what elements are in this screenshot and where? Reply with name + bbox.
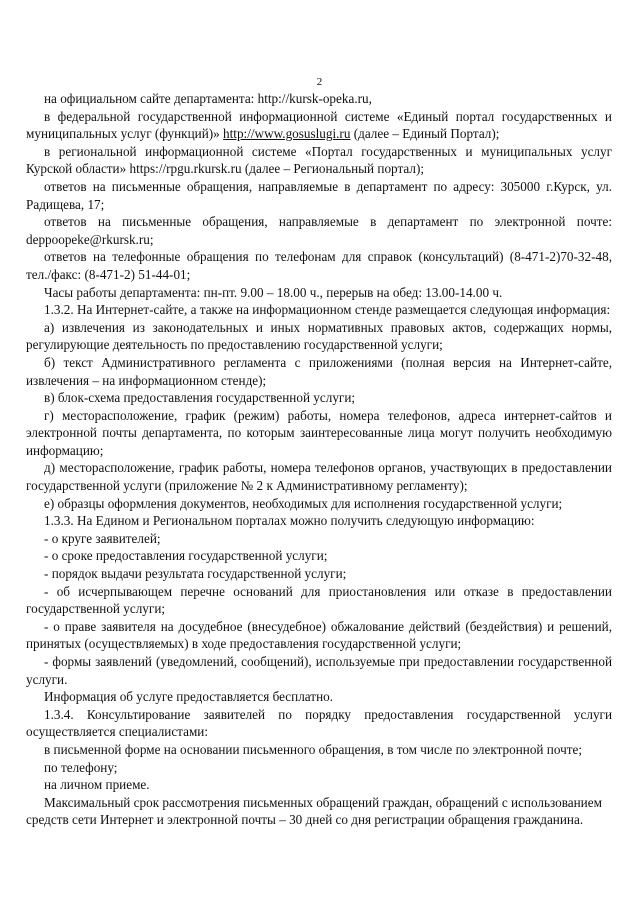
- list-item-term: - о сроке предоставления государственной услуги;: [44, 548, 328, 564]
- paragraph-written-form: в письменной форме на основании письменного обращения, в том числе по электронной почте;: [44, 741, 583, 757]
- paragraph-max-term: Максимальный срок рассмотрения письменных обращений граждан, обращений с использованием средств сети Интернет и электронной почты – 30 дней со дня регистрации обращения гражданина.: [26, 794, 602, 828]
- list-item-a: а) извлечения из законодательных и иных нормативных правовых актов, содержащих нормы, регулирующие деятельность по предоставлению государственной услуги;: [26, 319, 612, 353]
- paragraph-working-hours: Часы работы департамента: пн-пт. 9.00 – 18.00 ч., перерыв на обед: 13.00-14.00 ч.: [44, 284, 503, 300]
- federal-portal-text: в федеральной государственной информационной системе «Единый портал государственных и муниципальных услуг (функций)»: [26, 108, 612, 142]
- paragraph-by-phone: по телефону;: [44, 759, 118, 775]
- list-item-forms: - формы заявлений (уведомлений, сообщений), используемые при предоставлении государственной услуги.: [26, 654, 612, 687]
- page-number: 2: [316, 76, 323, 88]
- paragraph-regional-portal: в региональной информационной системе «Портал государственных и муниципальных услуг Курской области» https://rpgu.rkursk.ru (далее – Региональный портал);: [26, 143, 612, 177]
- document-body: [26, 90, 612, 829]
- list-item-e: е) образцы оформления документов, необходимых для исполнения государственной услуги;: [44, 495, 563, 511]
- list-item-appeal: - о праве заявителя на досудебное (внесудебное) обжалование действий (бездействия) и решений, принятых (осуществляемых) в ходе предоставления государственной услуги;: [26, 618, 612, 652]
- paragraph-federal-portal: [26, 108, 612, 143]
- gosuslugi-link[interactable]: http://www.gosuslugi.ru: [223, 126, 351, 142]
- paragraph-1-3-4: 1.3.4. Консультирование заявителей по порядку предоставления государственной услуги осуществляется специалистами:: [26, 706, 612, 740]
- paragraph-official-site: на официальном сайте департамента: http://kursk-opeka.ru,: [44, 91, 372, 106]
- paragraph-free-info: Информация об услуге предоставляется бесплатно.: [44, 689, 334, 705]
- paragraph-1-3-2: 1.3.2. На Интернет-сайте, а также на информационном стенде размещается следующая информация:: [44, 302, 611, 318]
- list-item-result: - порядок выдачи результата государственной услуги;: [44, 566, 347, 582]
- federal-portal-suffix: (далее – Единый Портал);: [350, 126, 500, 142]
- paragraph-1-3-3: 1.3.3. На Едином и Региональном порталах можно получить следующую информацию:: [44, 513, 535, 529]
- paragraph-phones: ответов на телефонные обращения по телефонам для справок (консультаций) (8-471-2)70-32-48, тел./факс: (8-471-2) 51-44-01;: [26, 249, 612, 282]
- list-item-b: б) текст Административного регламента с приложениями (полная версия на Интернет-сайте, извлечения – на информационном стенде);: [26, 354, 612, 388]
- list-item-v: в) блок-схема предоставления государственной услуги;: [44, 390, 356, 406]
- paragraph-in-person: на личном приеме.: [44, 777, 150, 793]
- paragraph-email: ответов на письменные обращения, направляемые в департамент по электронной почте: deppoopeke@rkursk.ru;: [26, 214, 612, 247]
- list-item-applicants: - о круге заявителей;: [44, 530, 161, 546]
- list-item-d: д) месторасположение, график работы, номера телефонов органов, участвующих в предоставлении государственной услуги (приложение № 2 к Административному регламенту);: [26, 460, 612, 494]
- paragraph-postal-address: ответов на письменные обращения, направляемые в департамент по адресу: 305000 г.Курск, ул. Радищева, 17;: [26, 178, 612, 212]
- list-item-g: г) месторасположение, график (режим) работы, номера телефонов, адреса интернет-сайтов и электронной почты департамента, по которым заинтересованные лица могут получить необходимую информацию;: [26, 407, 612, 458]
- list-item-grounds: - об исчерпывающем перечне оснований для приостановления или отказе в предоставлении государственной услуги;: [26, 583, 612, 617]
